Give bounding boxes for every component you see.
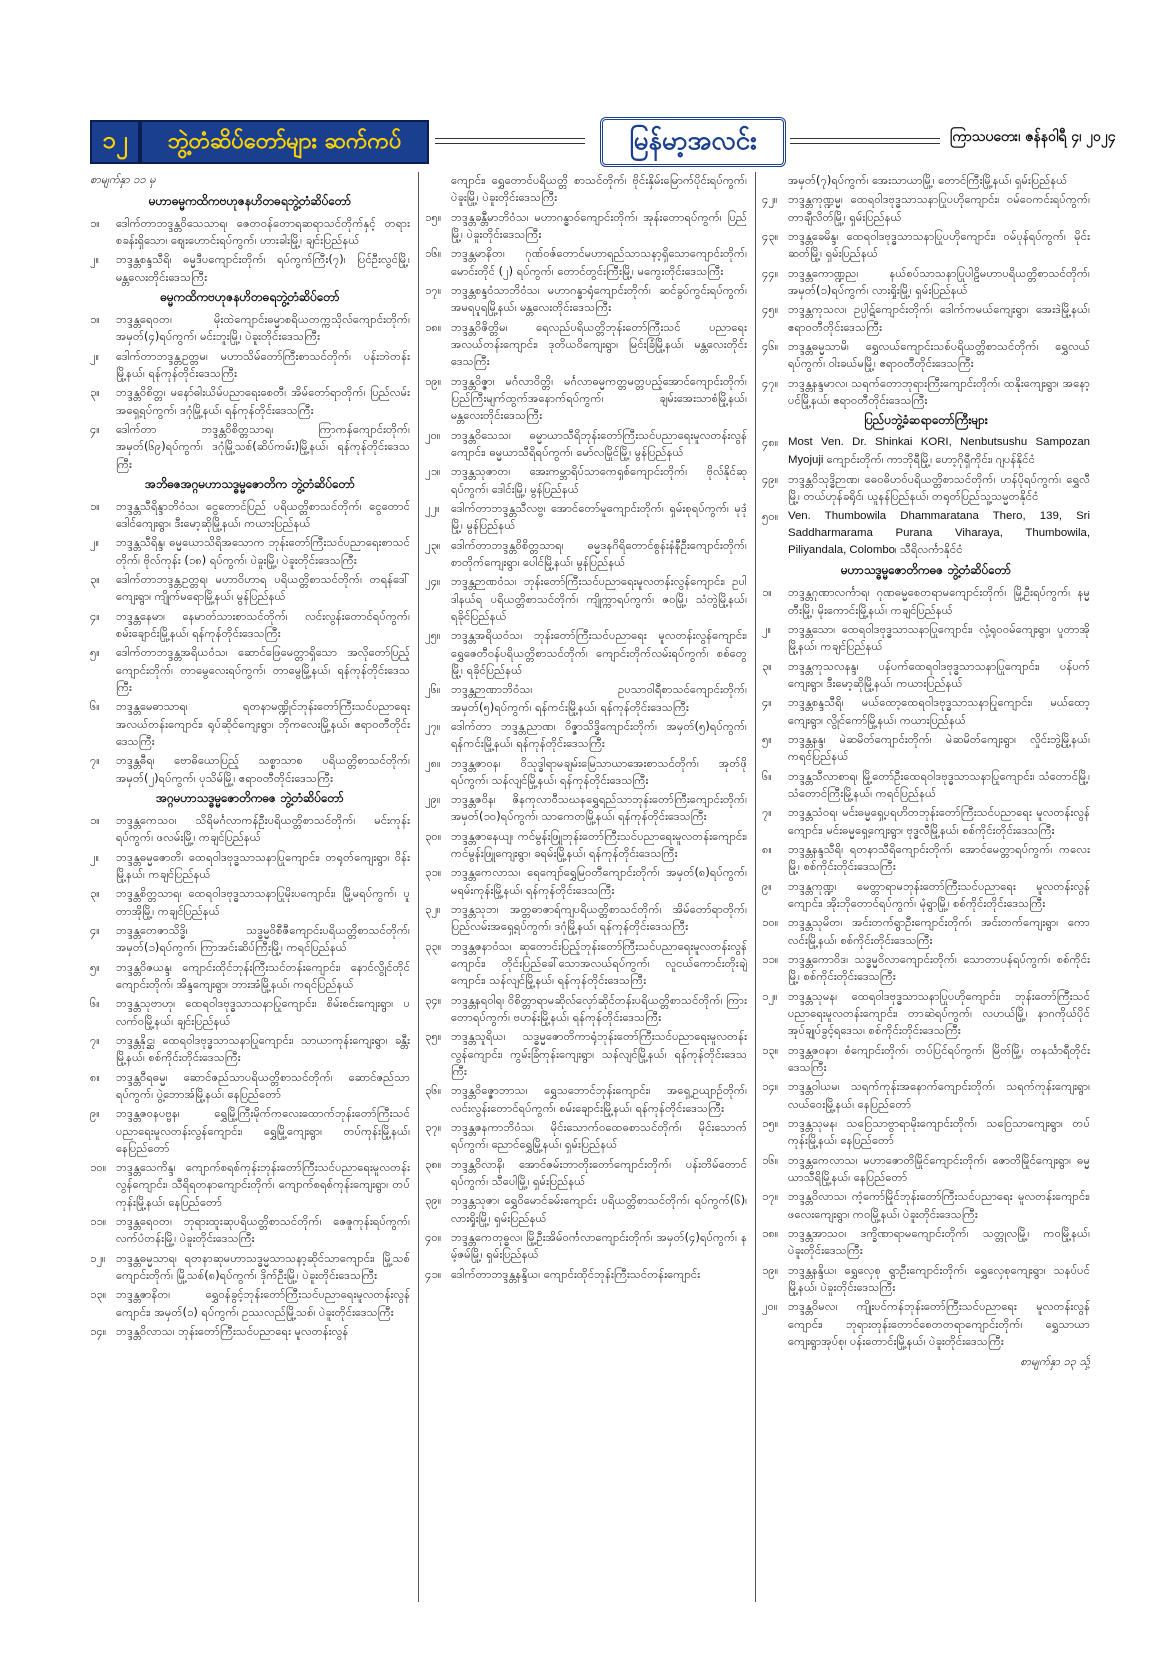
entry-text: ဒေါက်တာဘဒ္ဒန္တဥတ္တရ၊ မဟာဝိဟာရ ပရိယတ္တိစာသင်တိုက်၊ တရန်ဒေါ်ကျေးရွာ၊ ကျိုက်မရောမြို့နယ်၊ မွန်ပြည်နယ် — [116, 572, 410, 604]
list-item — [762, 1298, 1090, 1350]
award-list — [90, 311, 410, 473]
entry-number: ၄။ — [90, 922, 100, 937]
list-item — [762, 621, 1090, 656]
list-item — [425, 1229, 747, 1264]
entry-number: ၅။ — [90, 645, 100, 660]
entry-text: ဘဒ္ဒန္တသီရိန္ဒ၊ ဓမ္မယောသိရိအသောက ဘုန်းတော်ကြီးသင်ပညာရေးစာသင်တိုက်၊ ဗိုလ်ကုန်း (၁၈) ရပ်ကွက်၊ ပဲခူးမြို့၊ ပဲခူးတိုင်းဒေသကြီး — [116, 535, 410, 567]
list-item — [90, 1213, 410, 1248]
entry-number: ၄၆။ — [762, 338, 779, 353]
continued-on-note: စာမျက်နှာ ၁၃ သို့ — [1020, 1355, 1090, 1369]
entry-number: ၁၂။ — [762, 988, 778, 1003]
entry-text: ဘဒ္ဒန္တဝိသေသ၊ ဓမ္မာယာသီရိဘုန်းတော်ကြီးသင်ပညာရေးမူလတန်းလွန်ကျောင်း၊ ဓမ္မယာသီရိရပ်ကွက်၊ မော်လမြိုင်မြို့၊ မွန်ပြည်နယ် — [451, 427, 747, 459]
entry-number: ၂။ — [90, 849, 100, 864]
list-item — [762, 1188, 1090, 1223]
list-item — [90, 1286, 410, 1321]
entry-text: ဘဒ္ဒန္တဝိလာသ၊ ကံ့ကော်မြိုင်ဘုန်းတော်ကြီးသင်ပညာရေး မူလတန်းကျောင်း၊ ဖလေးကျေးရွာ၊ ကဝမြို့နယ်၊ ပဲခူးတိုင်းဒေသကြီး — [788, 1189, 1090, 1221]
entry-number: ၄။ — [90, 608, 100, 623]
entry-text: ဘဒ္ဒန္တသုဇာတ၊ အေးကမ္ဘာရိပ်သာကေရှစ်ကျောင်းတိုက်၊ ဗိုလ်နိုင်ဆုရပ်ကွက်၊ ဒေါင်းမြို့၊ မွန်ပြည်နယ် — [451, 464, 747, 496]
list-item — [762, 584, 1090, 619]
award-list — [90, 812, 410, 1341]
entry-text: ဘဒ္ဒန္တကုဏ္ဍ၊ မေတ္တာရာမဘုန်းတော်ကြီးသင်ပညာရေး မူလတန်းလွန်ကျောင်း၊ အိုးဘိုတောင်ရပ်ကွက်၊ မုံရွာမြို့၊ စစ်ကိုင်းတိုင်းဒေသကြီး — [788, 878, 1090, 910]
award-list — [90, 215, 410, 286]
entry-text: ဘဒ္ဒန္တဇဝနာ၊ စံကျောင်းတိုက်၊ တပ်ပြင်ရပ်ကွက်၊ မြိတ်မြို့၊ တနင်္သာရီတိုင်းဒေသကြီး — [788, 1042, 1090, 1074]
entry-number: ၃။ — [90, 572, 100, 587]
entry-text: ဘဒ္ဒန္တသေကိန္ဒ၊ ကျောက်စရစ်ကုန်းဘုန်းတော်ကြီးသင်ပညာရေးမူလတန်းလွန်ကျောင်း၊ သီရိရတနာကျောင်းတိုက်၊ ကျောက်စရစ်ကုန်းကျေးရွာ၊ တပ်ကုန်းမြို့နယ်၊ နေပြည်တော် — [116, 1160, 410, 1209]
entry-text: ဘဒ္ဒန္တသီရိန္ဒာဘိဝံသ၊ ငွေတောင်ပြည် ပရိယတ္တိစာသင်တိုက်၊ ငွေတောင်ဒေါင်ကျေးရွာ၊ ဒီးမော့ဆိုမြို့နယ်၊ ကယားပြည်နယ် — [116, 498, 410, 531]
entry-number: ၂။ — [90, 348, 100, 363]
list-item — [425, 282, 747, 317]
list-item — [90, 644, 410, 696]
award-heading: မဟာဓမ္မကထိကဗဟုဇနဟိတဓရဘွဲ့တံဆိပ်တော် — [148, 193, 352, 208]
article-columns — [90, 172, 1090, 1602]
entry-text: ဘဒ္ဒန္တနန္ဒိယ၊ ရွှေလှေစု ရွာဦးကျောင်းတိုက်၊ ရွှေလှေစုကျေးရွာ၊ သနပ်ပင်မြို့နယ်၊ ပဲခူးတိုင်းဒေသကြီး — [788, 1262, 1090, 1294]
entry-number: ၁။ — [90, 311, 100, 326]
entry-number: ၁၈။ — [762, 1225, 779, 1240]
entry-number: ၃၉။ — [425, 1193, 442, 1208]
entry-number: ၅။ — [90, 959, 100, 974]
list-item — [90, 608, 410, 643]
entry-number: ၆။ — [762, 768, 772, 783]
entry-text: ဘဒ္ဒန္တနန္ဒမာလ၊ သရက်တောဘုရားကြီးကျောင်းတိုက်၊ ထနိုးကျေးရွာ၊ အနော့ပင်မြို့နယ်၊ ဧရာဝတီတိုင်းဒေသကြီး — [788, 375, 1090, 407]
entry-number: ၂၆။ — [425, 682, 441, 697]
entry-text: ဘဒ္ဒန္တဇနာဝံသ၊ ဆုတောင်းပြည့်ဘုန်းတော်ကြီးသင်ပညာရေးမူလတန်းလွန်ကျောင်း၊ တိုင်းပြည်ခေါ်သောအလယ်ရပ်ကွက်၊ လူငယ်ကောင်းတိုးချဲ့ကျောင်း၊ သန်လျင်မြို့နယ်၊ ရန်ကုန်တိုင်းဒေသကြီး — [451, 938, 747, 988]
entry-number — [425, 172, 451, 207]
entry-text: ဘဒ္ဒန္တနန္ဒ၊ မဲဆမိတ်ကျောင်းတိုက်၊ မဲဆမိတ်ကျေးရွာ၊ လှိုင်းဘွဲ့မြို့နယ်၊ ကရင်ပြည်နယ် — [788, 732, 1090, 764]
entry-number: ၂၄။ — [425, 574, 441, 589]
entry-number: ၆။ — [90, 699, 100, 714]
list-item — [425, 245, 747, 280]
page-number: ၁၂ — [90, 120, 140, 164]
entry-text: ဘဒ္ဒန္တဓမ္မသာရ၊ ရတနာဆုမဟာသဒ္ဓမ္မသာသနာ့ဆိုင်သာကျောင်း၊ မြို့သစ်ကျောင်းတိုက်၊ မြို့သစ်(၈)ရပ်ကွက်၊ ဒိုက်ဦးမြို့၊ ပဲခူးတိုင်းဒေသကြီး — [116, 1250, 410, 1283]
entry-text: ဘဒ္ဒန္တအရိယဝံသ၊ ဘုန်းတော်ကြီးသင်ပညာရေး မူလတန်းလွန်ကျောင်း၊ ရွှေဇေတီဝန်ပရိယတ္တိစာသင်တိုက်၊ ကျောင်းတိုက်လမ်းရပ်ကွက်၊ စစ်တွေမြို့၊ ရခိုင်ပြည်နယ် — [451, 628, 747, 677]
entry-number: ၄၃။ — [762, 228, 779, 243]
entry-text: ဘဒ္ဒန္တဝိလာသ၊ ဘုန်းတော်ကြီးသင်ပညာရေး မူလတန်းလွန် — [116, 1324, 349, 1339]
entry-text: ဘဒ္ဒန္တဓမ္မဇောတိ၊ ထေရဝါဒဗုဒ္ဓသာသနာပြုကျောင်း၊ တရုတ်ကျေးရွာ၊ ဝိန်းမြို့နယ်၊ ကချင်ပြည်နယ် — [116, 849, 410, 881]
award-heading: ပြည်ပဘွဲ့ခံဆရာတော်ကြီးများ — [864, 413, 988, 428]
list-item — [90, 215, 410, 250]
entry-number: ၃၁။ — [425, 865, 442, 880]
award-heading: အဂ္ဂမဟာသဒ္ဓမ္မဇောတိကဓဇ ဘွဲ့တံဆိပ်တော် — [156, 791, 344, 805]
list-item — [425, 427, 747, 462]
list-item — [425, 992, 747, 1027]
newspaper-name: မြန်မာ့အလင်း — [600, 117, 786, 167]
entry-text: ဘဒ္ဒန္တသုမိတ၊ အင်းတက်ရွာဦးကျောင်းတိုက်၊ အင်းတက်ကျေးရွာ၊ ကောလင်းမြို့နယ်၊ စစ်ကိုင်းတိုင်းဒေသကြီး — [788, 915, 1090, 947]
list-item — [425, 1266, 747, 1283]
award-heading: ဓမ္မကထိကဗဟုဇနဟိတဓရဘွဲ့တံဆိပ်တော် — [160, 289, 340, 304]
award-list — [762, 584, 1090, 1350]
entry-number: ၄၁။ — [425, 1266, 442, 1281]
entry-text: ဘဒ္ဒန္တသီလာစာရ၊ မြို့တော်ဦးထေရဝါဒဗုဒ္ဓသာသနာပြုကျောင်း၊ သံတောင်မြို့၊ သံတောင်ကြီးမြို့နယ်၊ ကရင်ပြည်နယ် — [788, 768, 1090, 801]
entry-text: ဘဒ္ဒန္တဇာနိတ၊ ရွှေဝန်ခွင့်ဘုန်းတော်ကြီးသင်ပညာရေးမူလတန်းလွန်ကျောင်း၊ အမှတ်(၁) ရပ်ကွက်၊ ဥဿလည်မြို့သစ်၊ ပဲခူးတိုင်းဒေသကြီး — [116, 1287, 410, 1319]
entry-number: ၄၉။ — [762, 471, 779, 486]
entry-number: ၁၅။ — [762, 1115, 779, 1130]
entry-number: ၂၃။ — [425, 537, 441, 552]
entry-text: ဘဒ္ဒန္တစန္ဒသီရိ၊ မယ်ထော့ထေရဝါဒဗုဒ္ဓသာသနာပြုကျောင်း၊ မယ်ထော့ကျေးရွာ၊ လွိုင်ကော်မြို့နယ်၊ ကယားပြည်နယ် — [788, 695, 1090, 727]
entry-text: ဘဒ္ဒန္တဝိဇ္ဇောဘာသ၊ ရွှေသဘောင်ဘုန်းကျောင်း၊ အရှေ့ဥယျာဉ်တိုက်၊ လင်းလွန်းတောင်ရပ်ကွက်၊ စမ်းချောင်းမြို့နယ်၊ ရန်ကုန်တိုင်းဒေသကြီး — [451, 1083, 747, 1115]
entry-text: ဒေါက်တာဘဒ္ဒန္တဝိစိတ္တသာရ၊ ဓမ္မဒနဂိရိတောင်စွန်းနံနီဦးကျောင်းတိုက်၊ စာတိုက်ကျေးရွာ၊ ပေါင်မြို့နယ်၊ မွန်ပြည်နယ် — [451, 537, 747, 569]
column-2 — [425, 172, 747, 1602]
entry-number: ၁၉။ — [762, 1262, 779, 1277]
entry-number: ၃၅။ — [425, 1029, 442, 1044]
list-item — [425, 463, 747, 498]
list-item — [762, 375, 1090, 410]
list-item — [90, 698, 410, 750]
entry-text: ဘဒ္ဒန္တဉာဏာဘိဝံသ၊ ဥပသာဝါရီစာသင်ကျောင်းတိုက်၊ အမှတ်(၅)ရပ်ကွက်၊ ရန်ကင်းမြို့နယ်၊ ရန်ကုန်တိုင်းဒေသကြီး — [451, 682, 747, 714]
entry-number: ၇။ — [90, 1032, 100, 1047]
list-item — [762, 338, 1090, 373]
list-item — [90, 922, 410, 957]
entry-number: ၃။ — [762, 658, 772, 673]
list-item — [90, 1250, 410, 1285]
list-item — [762, 658, 1090, 693]
entry-number: ၄။ — [90, 421, 100, 436]
entry-text: ဘဒ္ဒန္တကေတုဓ္ဓလ၊ မြို့ဦးအိမ်ဝင်္ကလာကျောင်းတိုက်၊ အမှတ်(၄)ရပ်ကွက်၊ နမ့်ဇမ်မြို့၊ ရှမ်းပြည်နယ် — [451, 1230, 747, 1262]
entry-text: ဘဒ္ဒန္တဉာဏဝံသ၊ ဘုန်းတော်ကြီးသင်ပညာရေးမူလတန်းလွန်ကျောင်း၊ ဥပါဒါနယ်ရ ပရိယတ္တိစာသင်တိုက်၊ ကျိုက္ကာရပ်ကွက်၊ ဇဝမြို့၊ သံတွဲမြို့နယ်၊ ရခိုင်ပြည်နယ် — [451, 574, 747, 623]
entry-text: ဘဒ္ဒန္တဂုဏာလင်္ကာရ၊ ဂုဏဓမ္မစေတရာမကျောင်းတိုက်၊ မြို့ဦးရပ်ကွက်၊ နမ္မတီးမြို့၊ မိုးကောင်းမြို့နယ်၊ ကချင်ပြည်နယ် — [788, 585, 1090, 617]
list-item — [425, 864, 747, 899]
entry-text: ဒေါက်တာဘဒ္ဒန္တဝိသေသာရ၊ ဇေတဝန်တောရဆရာသင်တိုက်နှင့် တရားစခန်းရှိသော၊ ဈေးဟောင်းရပ်ကွက်၊ ဟားခါးမြို့၊ ချင်းပြည်နယ် — [116, 215, 410, 247]
list-item — [425, 1119, 747, 1154]
entry-number: ၁၉။ — [425, 373, 442, 388]
list-item — [90, 384, 410, 419]
list-item — [90, 1105, 410, 1157]
list-item — [762, 1152, 1090, 1187]
entry-text: ဘဒ္ဒန္တခန္တီမာဘိဝံသ၊ မဟာဂန္ဓာဝ်ကျောင်းတိုက်၊ အုန်းတောရပ်ကွက်၊ ပြည်မြို့၊ ပဲခူးတိုင်းဒေသကြီး — [451, 209, 747, 241]
entry-text: ဒေါက်တာ ဘဒ္ဒန္တဝိစိတ္တသာရ၊ ကြာကန်ကျောင်းတိုက်၊ အမှတ်(၆၉)ရပ်ကွက်၊ ဒဂုံမြို့သစ်(ဆိပ်ကမ်း)မြို့နယ်၊ ရန်ကုန်တိုင်းဒေသကြီး — [116, 421, 410, 471]
column-1 — [90, 172, 410, 1602]
entry-number: ၇။ — [762, 805, 772, 820]
list-item — [425, 755, 747, 790]
continued-from-note: စာမျက်နှာ ၁၁ မှ — [90, 173, 156, 186]
list-item — [90, 885, 410, 920]
list-item — [425, 901, 747, 936]
entry-text: ဘဒ္ဒန္တရေဝတ၊ ဘုရားထူးဆုပရိယတ္တိစာသင်တိုက်၊ ဇေဇူကုန်းရပ်ကွက်၊ လက်ပံတန်းမြို့၊ ပဲခူးတိုင်းဒေသကြီး — [116, 1214, 410, 1246]
entry-text: ဘဒ္ဒန္တဓီရ၊ ဗောဓိယောပြည့် သစ္စာသာစ ပရိယတ္တိစာသင်တိုက်၊ အမှတ်(၂)ရပ်ကွက်၊ ပုသိမ်မြို့၊ ဧရာဝတီတိုင်းဒေသကြီး — [116, 753, 410, 785]
entry-text: ဘဒ္ဒန္တကုသလနန္ဒ၊ ပန်ပက်ထေရဝါဒဗုဒ္ဓသာသနာပြုကျောင်း၊ ပန်ပက်ကျေးရွာ၊ ဒီးမော့ဆိုမြို့နယ်၊ ကယားပြည်နယ် — [788, 658, 1090, 691]
entry-text: ဘဒ္ဒန္တနေမာ၊ နေမာတ်သားစာသင်တိုက်၊ လင်းလွန်းတောင်ရပ်ကွက်၊ စမ်းချောင်းမြို့နယ်၊ ရန်ကုန်တိုင်းဒေသကြီး — [116, 608, 410, 641]
entry-number: ၂၁။ — [425, 464, 441, 479]
entry-number: ၁။ — [90, 812, 100, 827]
list-item — [425, 791, 747, 826]
entry-number: ၄၅။ — [762, 302, 779, 317]
list-item — [90, 1032, 410, 1067]
list-item — [425, 681, 747, 716]
entry-text: ဘဒ္ဒန္တသူရိယ၊ သဒ္ဓမ္မဇောတိကာရုံဘုန်းတော်ကြီးသင်ပညာရေးမူလတန်းလွန်ကျောင်း၊ ကွမ်းခြံကုန်းကျေးရွာ၊ သန်လျင်မြို့နယ်၊ ရန်ကုန်တိုင်းဒေသကြီး — [451, 1029, 747, 1079]
list-item — [90, 534, 410, 569]
entry-number: ၁၈။ — [425, 319, 442, 334]
entry-text: ဘဒ္ဒန္တကေလာသ၊ မဟာဇောတိမြိုင်ကျောင်းတိုက်၊ ဇောတိမြိုင်ကျေးရွာ၊ ဓမ္မယာသီရိမြို့နယ်၊ နေပြည်တော် — [788, 1152, 1090, 1184]
entry-text: ဘဒ္ဒန္တကုဏ္ဍမ္မ၊ ထေရဝါဒဗုဒ္ဓသာသနာပြုပဟိုကျောင်း၊ ဝမ်ဝေကင်းရပ်ကွက်၊ တာချီလိတ်မြို့၊ ရှမ်းပြည်နယ် — [788, 192, 1090, 224]
list-item — [762, 471, 1090, 506]
list-item — [90, 1323, 410, 1340]
list-item — [90, 812, 410, 847]
entry-number — [762, 172, 788, 189]
list-item — [90, 251, 410, 286]
entry-text: ဘဒ္ဒန္တကောဏ္ဍည၊ နယ်စပ်သာသနာပြုပါဠိမဟာပရိယတ္တိစာသင်တိုက်၊ အမှတ်(၁)ရပ်ကွက်၊ လားရှိုးမြို့၊ ရှမ်းပြည်နယ် — [788, 265, 1090, 297]
list-item — [762, 804, 1090, 839]
list-item — [90, 959, 410, 994]
entry-number: ၃၈။ — [425, 1156, 442, 1171]
entry-text: ဘဒ္ဒန္တဝိသုဒ္ဓိဉာဏ၊ ဓေဝဓိဟဝ်ပရိယတ္တိစာသင်တိုက်၊ ဟန်ပိုရပ်ကွက်၊ ရွှေလီမြို့၊ တယ်ဟုန်ခရိုင်၊ ယူနန်ပြည်နယ်၊ တရုတ်ပြည်သူ့သမ္မတနိုင်ငံ — [788, 471, 1090, 504]
entry-text: ဘဒ္ဒန္တကေသဝ၊ သိရိမင်္ဂလာကန်ဦးပရိယတ္တိစာသင်တိုက်၊ မင်းကုန်းရပ်ကွက်၊ ဖလမ်းမြို့၊ ကချင်ပြည်နယ် — [116, 812, 410, 845]
list-item — [762, 191, 1090, 226]
list-item — [762, 301, 1090, 336]
list-item — [762, 731, 1090, 766]
list-item — [425, 1082, 747, 1117]
entry-number: ၅၀။ — [762, 508, 779, 523]
entry-number: ၁။ — [90, 498, 100, 513]
entry-number: ၄၄။ — [762, 265, 779, 280]
entry-number: ၄၇။ — [762, 375, 779, 390]
entry-number: ၄၀။ — [425, 1230, 442, 1245]
entry-text: ဘဒ္ဒန္တဝီရဓမ္မ၊ ဆောင်ဇည်သာပရိယတ္တိစာသင်တိုက်၊ ဆောင်ဇည်သာရပ်ကွက်၊ ပွဲ့ဘောအ်မြို့နယ်၊ နေပြည်တော် — [116, 1069, 410, 1101]
entry-text: ဒေါက်တာဘဒ္ဒန္တနန္ဒိယ၊ ကျောင်းထိုင်ဘုန်းကြီးသင်တန်းကျောင်း — [451, 1266, 701, 1281]
entry-number: ၂၂။ — [425, 500, 440, 515]
entry-text: ဘဒ္ဒန္တခေမိန္ဒ၊ ထေရဝါဒဗုဒ္ဓသာသနာပြုပဟိုကျောင်း၊ ဝမ်ပုန်ရပ်ကွက်၊ မိုင်းဆတ်မြို့၊ ရှမ်းပြည်နယ် — [788, 228, 1090, 261]
list-item — [762, 508, 1090, 560]
entry-text: ဘဒ္ဒန္တစန္ဒဝံသာဘိဝံသ၊ မဟာဂန္ဓာရုံကျောင်းတိုက်၊ ဆင်ခွပ်ကွင်းရပ်ကွက်၊ အမရပူရမြို့နယ်၊ မန္တလေးတိုင်းဒေသကြီး — [451, 282, 747, 315]
entry-number: ၃၂။ — [425, 902, 441, 917]
entry-text: ဘဒ္ဒန္တကေလာသ၊ ရေကျော်ရွှေမြဝတီကျောင်းတိုက်၊ အမှတ်(၈)ရပ်ကွက်၊ မရမ်းကုန်းမြို့နယ်၊ ရန်ကုန်တိုင်းဒေသကြီး — [451, 865, 747, 897]
list-item — [425, 573, 747, 625]
column-3 — [762, 172, 1090, 1602]
award-heading: အဘိဓဇအဂ္ဂမဟာသဒ္ဓမ္မဇောတိက ဘွဲ့တံဆိပ်တော် — [145, 476, 355, 491]
list-item — [90, 348, 410, 383]
entry-number: ၈။ — [762, 842, 772, 856]
entry-number: ၄၈။ — [762, 435, 779, 450]
entry-text: ဘဒ္ဒန္တဝိဇ္ဇာ၊ မင်္ဂလာဝိတ္တိ၊ မင်္ဂလာဓမ္မကတ္တမတ္တပည့်အောင်ကျောင်းတိုက်၊ ပြည်ကြီးမျက်ထွက်အနောက်ရပ်ကွက်၊ ချမ်းအေးသာစံမြို့နယ်၊ မန္တလေးတိုင်းဒေသကြီး — [451, 373, 747, 423]
list-item — [90, 849, 410, 884]
award-heading: မဟာသဒ္ဓမ္မဇောတိကဓဇ ဘွဲ့တံဆိပ်တော် — [840, 563, 1012, 578]
entry-number: ၁။ — [762, 585, 772, 600]
entry-number: ၂၀။ — [425, 427, 441, 442]
entry-number: ၁၂။ — [90, 1250, 106, 1265]
list-item — [425, 1192, 747, 1227]
entry-number: ၁၄။ — [762, 1079, 779, 1094]
entry-text: ဘဒ္ဒန္တဝါယမ၊ သရက်ကုန်းအနောက်ကျောင်းတိုက်၊ သရက်ကုန်းကျေးရွာ၊ လယ်ဝေးမြို့နယ်၊ နေပြည်တော် — [788, 1079, 1090, 1111]
entry-text: ဘဒ္ဒန္တဝိစိတ္တ၊ မနော်ဓါးယိမ်ပညာရေးစေတီ၊ အိမ်တော်ရာတိုက်၊ ပြည်လမ်းအရှေ့ရပ်ကွက်၊ ဒဂုံမြို့နယ်၊ ရန်ကုန်တိုင်းဒေသကြီး — [116, 385, 410, 417]
entry-number: ၂၀။ — [762, 1299, 778, 1314]
entry-number: ၄။ — [762, 695, 772, 710]
entry-text: Most Ven. Dr. Shinkai KORI, Nenbutsushu Sampozan Myojuji ကျောင်းတိုက်၊ ကာဘိုရီမြို့၊ ဟော့ဂိုရှီကိုင်း၊ ဂျပန်နိုင်ငံ — [788, 436, 1090, 466]
entry-text: ဘဒ္ဒန္တဝိဇယန္ဒ၊ ကျောင်းထိုင်ဘုန်းကြီးသင်တန်းကျောင်း၊ နောင်လွိုင်တိုင်ကျောင်းတိုက်၊ အိန္ဒကျေးရွာ၊ ဘားအံမြို့နယ်၊ ကရင်ပြည်နယ် — [116, 959, 410, 991]
list-item — [425, 1028, 747, 1080]
list-item — [90, 995, 410, 1030]
column-divider — [755, 172, 756, 1602]
entry-number: ၄၂။ — [762, 192, 778, 207]
award-list — [425, 172, 747, 1283]
entry-number: ၈။ — [90, 1069, 100, 1084]
entry-number: ၁၁။ — [90, 1214, 107, 1229]
list-item — [762, 1225, 1090, 1260]
entry-text: ဒေါက်တာ ဘဒ္ဒန္တညာဏ၊ ဝိဇ္ဇာသိဒ္ဓိကျောင်းတိုက်၊ အမှတ်(၅)ရပ်ကွက်၊ ရန်ကင်းမြို့နယ်၊ ရန်ကုန်တိုင်းဒေသကြီး — [451, 718, 747, 751]
entry-text: Ven. Thumbowila Dhammaratana Thero, 139, Sri Saddharmarama Purana Viharaya, Thumbowila, Piliyandala, Colombo၊ သီရိလင်္ကာနိုင်ငံ — [788, 509, 1090, 557]
list-item — [425, 319, 747, 371]
entry-text: ဘဒ္ဒန္တနရဝါရ၊ ဝိစိတ္တာရာမဆိုလ်လှော်ဆိုင်တန်းပရိယတ္တိစာသင်တိုက်၊ ကြားတောရပ်ကွက်၊ ဗဟန်းမြို့နယ်၊ ရန်ကုန်တိုင်းဒေသကြီး — [451, 992, 747, 1025]
entry-text: ဘဒ္ဒန္တသုမန၊ ထေရဝါဒဗုဒ္ဓသာသနာပြုပဟိုကျောင်း၊ ဘုန်းတော်ကြီးသင်ပညာရေးမူလတန်းကျောင်း၊ တာဆဲရပ်ကွက်၊ လဟယ်မြို့၊ နာဂကိုယ်ပိုင်အုပ်ချုပ်ခွင့်ရဒေသ၊ စစ်ကိုင်းတိုင်းဒေသကြီး — [788, 988, 1090, 1038]
entry-text: ဘဒ္ဒန္တဇဝနပဗ္ဗန၊ ရွှေမြို့ကြီးမိုက်ကလေးထောက်ဘုန်းတော်ကြီးသင်ပညာရေးမူလတန်းလွန်ကျောင်း၊ ရွှေမြို့ကျေးရွာ၊ တပ်ကုန်းမြို့နယ်၊ နေပြည်တော် — [116, 1106, 410, 1155]
entry-number: ၁၇။ — [425, 282, 442, 297]
entry-text: ဘဒ္ဒန္တနိုင္ဆ၊ ထေရဝါဒဗုဒ္ဓသာသနာပြုကျောင်း၊ သာယာကုန်းကျေးရွာ၊ ခန္တီးမြို့နယ်၊ စစ်ကိုင်းတိုင်းဒေသကြီး — [116, 1032, 410, 1065]
list-item — [762, 878, 1090, 913]
list-item — [90, 1159, 410, 1211]
entry-number: ၁၃။ — [762, 1042, 779, 1057]
entry-number: ၂။ — [90, 252, 100, 267]
issue-date: ကြာသပတေး၊ ဇန်နဝါရီ ၄၊ ၂၀၂၄ — [950, 129, 1116, 145]
list-item — [762, 841, 1090, 876]
entry-text: ဘဒ္ဒန္တစိတ္တသာရ၊ ထေရဝါဒဗုဒ္ဓသာသနာပြုမိုးပကျောင်း၊ မြို့မရပ်ကွက်၊ ပူတာအိုမြို့၊ ကချင်ပြည်နယ် — [116, 886, 410, 918]
entry-text: ဘဒ္ဒန္တသုဇာ၊ ရွှေဝိမောင်ခမ်းကျောင်း ပရိယတ္တိစာသင်တိုက်၊ ရပ်ကွက်(၆)၊ လားရှိုးမြို့၊ ရှမ်းပြည်နယ် — [451, 1193, 747, 1225]
entry-text: ဘဒ္ဒန္တဇာဝန၊ ဝိသုဒ္ဓါရာမချမ်းမြေသာယာအေးစာသင်တိုက်၊ အုတ်ဖိုရပ်ကွက်၊ သန်လျင်မြို့နယ်၊ ရန်ကုန်တိုင်းဒေသကြီး — [451, 755, 747, 787]
entry-number: ၃၃။ — [425, 938, 442, 953]
page-header — [90, 115, 1116, 165]
section-title: ဘွဲ့တံဆိပ်တော်များ ဆက်ကပ် — [140, 120, 429, 164]
entry-text: ဘဒ္ဒန္တမာနိတ၊ ဂုဏ်ဝဇ်တောင်မဟာရည်သာသနာ့ရှိသောကျောင်းတိုက်၊ မောင်းတိုင် (၂) ရပ်ကွက်၊ တောင်တွင်းကြီးမြို့၊ မကွေးတိုင်းဒေသကြီး — [451, 246, 747, 278]
list-item — [762, 434, 1090, 469]
list-item — [762, 988, 1090, 1040]
list-item — [762, 1262, 1090, 1297]
entry-text: ဒေါက်တာဘဒ္ဒန္တဥတ္တမ၊ မဟာသိမ်တော်ကြီးစာသင်တိုက်၊ ပန်းဘဲတန်းမြို့နယ်၊ ရန်ကုန်တိုင်းဒေသကြီး — [116, 348, 410, 380]
list-item — [90, 571, 410, 606]
entry-number: ၁၀။ — [90, 1160, 107, 1175]
list-item — [762, 265, 1090, 300]
entry-text: ဘဒ္ဒန္တဝိလာနိ၊ အောင်ဇမ်းဘာတိုးတော်ကျောင်းတိုက်၊ ပန်းတိမ်တောင်ရပ်ကွက်၊ သီပေါမြို့၊ ရှမ်းပြည်နယ် — [451, 1156, 747, 1189]
list-item — [425, 1156, 747, 1191]
entry-number: ၃၄။ — [425, 992, 442, 1007]
entry-text: ဘဒ္ဒန္တဓမ္မသာမိ၊ ရွှေလယ်ကျောင်းသစ်ပရိယတ္တိစာသင်တိုက်၊ ရွှေလယ်ရပ်ကွက်၊ ဝါးခယ်မမြို့၊ ဧရာဝတီတိုင်းဒေသကြီး — [788, 338, 1090, 371]
entry-text: ဘဒ္ဒန္တစန္ဒသီရိ၊ ဓမ္မဒီပကျောင်းတိုက်၊ ရပ်ကွက်ကြီး(၇)၊ ပြင်ဦးလွင်မြို့၊ မန္တလေးတိုင်းဒေသကြီး — [116, 252, 410, 284]
entry-text: ဘဒ္ဒန္တဝိဇိတ္တိမ၊ ရေလည်ပရိယတ္တိဘုန်းတော်ကြီးသင် ပညာရေးအလယ်တန်းကျောင်း၊ ဒုတိယဝိကျေးရွာ၊ မြင်းခြံမြို့နယ်၊ မန္တလေးတိုင်းဒေသကြီး — [451, 319, 747, 369]
entry-number: ၉။ — [762, 878, 772, 893]
entry-number: ၃၆။ — [425, 1083, 442, 1098]
list-item — [425, 500, 747, 535]
entry-number: ၁၁။ — [762, 951, 779, 966]
entry-number: ၉။ — [90, 1106, 100, 1121]
list-item — [90, 752, 410, 787]
list-item — [425, 373, 747, 425]
entry-number: ၁၄။ — [90, 1324, 107, 1339]
list-item — [90, 498, 410, 533]
list-item — [425, 172, 747, 207]
entry-text: ဘဒ္ဒန္တကုသလ၊ ဥပ္ပါဋ်ကျောင်းတိုက်၊ ဒေါက်ကမယ်ကျေးရွာ၊ အေးဒဲမြို့နယ်၊ ဧရာဝတီတိုင်းဒေသကြီး — [788, 302, 1090, 334]
entry-text: ဘဒ္ဒန္တသော၊ ထေရဝါဒဗုဒ္ဓသာသနာပြုကျောင်း၊ လုံ့ရုဝဝမ်ကျေးရွာ၊ ပူတာအိုမြို့နယ်၊ ကချင်ပြည်နယ် — [788, 622, 1090, 654]
entry-number: ၂။ — [90, 535, 100, 550]
entry-text: ဘဒ္ဒန္တအာသဝ၊ ဒက္ခိဏာရာမကျောင်းတိုက်၊ သတ္တုလမြို့၊ ကဝမြို့နယ်၊ ပဲခူးတိုင်းဒေသကြီး — [788, 1225, 1090, 1258]
list-item — [425, 209, 747, 244]
entry-text: ဒေါက်တာဘဒ္ဒန္တအရိယဝံသ၊ ဆောင်ဖြေမေတ္တာရှိသော အလိုတော်ပြည့်ကျောင်းတိုက်၊ တာမွေလေးရပ်ကွက်၊ တာမွေမြို့နယ်၊ ရန်ကုန်တိုင်းဒေသကြီး — [116, 645, 410, 695]
entry-number: ၁၃။ — [90, 1287, 107, 1302]
list-item — [762, 914, 1090, 949]
list-item — [425, 828, 747, 863]
entry-number: ၁၀။ — [762, 915, 779, 930]
list-item — [762, 172, 1090, 189]
list-item — [90, 1069, 410, 1104]
entry-number: ၁၆။ — [762, 1152, 779, 1167]
entry-text: ဘဒ္ဒန္တနန္ဒသီရိ၊ ရတနာသီရိကျောင်းတိုက်၊ အောင်မေတ္တာရပ်ကွက်၊ ကလေးမြို့၊ စစ်ကိုင်းတိုင်းဒေသကြီး — [788, 842, 1090, 874]
list-item — [762, 1078, 1090, 1113]
list-item — [425, 718, 747, 753]
list-item — [762, 228, 1090, 263]
entry-number: ၁။ — [90, 215, 100, 230]
list-item — [90, 421, 410, 473]
award-list — [762, 172, 1090, 409]
list-item — [90, 311, 410, 346]
award-list — [90, 498, 410, 787]
entry-text: ဒေါက်တာဘဒ္ဒန္တသီလဗ္ဗ၊ အောင်တော်မူကျောင်းတိုက်၊ ရှမ်းစုရပ်ကွက်၊ မုဒုံမြို့၊ မွန်ပြည်နယ် — [451, 500, 747, 533]
column-divider — [418, 172, 419, 1602]
entry-number: ၁၆။ — [425, 246, 442, 261]
entry-text: အမှတ်(၇)ရပ်ကွက်၊ အေးသာယာမြို့၊ တောင်ကြီးမြို့နယ်၊ ရှမ်းပြည်နယ် — [788, 173, 1068, 187]
entry-text: ဘဒ္ဒန္တဇာနေယျ၊ ကင်မွန်းဖြူဘုန်းတော်ကြီးသင်ပညာရေးမူလတန်းကျောင်း၊ ကင်မွန်းဖြူကျေးရွာ၊ ခရမ်းမြို့နယ်၊ ရန်ကုန်တိုင်းဒေသကြီး — [451, 828, 747, 861]
list-item — [762, 951, 1090, 986]
entry-text: ဘဒ္ဒန္တဇဝိန၊ ဇိနကုလာဝီသဃနရွှေရည်သာဘုန်းတော်ကြီးကျောင်းတိုက်၊ အမှတ်(၁၀)ရပ်ကွက်၊ သာကေတမြို့နယ်၊ ရန်ကုန်တိုင်းဒေသကြီး — [451, 792, 747, 824]
entry-text: ဘဒ္ဒန္တရေဝတ၊ မိုးထဲကျောင်းဓမ္မာစရိယတက္ကသိုလ်ကျောင်းတိုက်၊ အမှတ်(၄)ရပ်ကွက်၊ မင်းဘူးမြို့၊ ပဲခူးတိုင်းဒေသကြီး — [116, 311, 410, 344]
entry-number: ၂။ — [762, 622, 772, 637]
entry-number: ၁၅။ — [425, 209, 442, 224]
entry-number: ၃။ — [90, 385, 100, 400]
entry-number: ၁၇။ — [762, 1189, 779, 1204]
entry-text: ဘဒ္ဒန္တဇနကာဘိဝံသ၊ မိုင်းသောက်ဝထေဓစာသင်တိုက်၊ မိုင်းသောက်ရပ်ကွက်၊ ညောင်ရွှေမြို့နယ်၊ ရှမ်းပြည်နယ် — [451, 1120, 747, 1152]
entry-number: ၃၀။ — [425, 828, 442, 843]
entry-number: ၇။ — [90, 753, 100, 768]
entry-number: ၃။ — [90, 886, 100, 901]
entry-text: ဘဒ္ဒန္တသံဝရ၊ မင်းဓမ္မရှေ့ပရဟိတဘုန်းတော်ကြီးသင်ပညာရေး မူလတန်းလွန်ကျောင်း၊ မင်းဓမ္မရှေ့ကျေးရွာ၊ ဗုဒ္ဓလီမြို့နယ်၊ စစ်ကိုင်းတိုင်းဒေသကြီး — [788, 805, 1090, 837]
entry-number: ၂၅။ — [425, 628, 441, 643]
entry-text: ဘဒ္ဒန္တသုဗာဟု၊ ထေရဝါဒဗုဒ္ဓသာသနာပြုကျောင်း၊ စိမ်းစင်းကျေးရွာ၊ ပလက်ဝမြို့နယ်၊ ချင်းပြည်နယ် — [116, 996, 410, 1028]
entry-number: ၃၇။ — [425, 1120, 442, 1135]
entry-text: ကျောင်း၊ ရွှေတောင်ပရိယတ္တိ စာသင်တိုက်၊ ဗိုင်းနှိမ်းမြောက်ပိုင်းရပ်ကွက်၊ ပဲခူးမြို့၊ ပဲခူးတိုင်းဒေသကြီး — [451, 173, 747, 205]
entry-number: ၂၉။ — [425, 792, 441, 807]
header-rule-left — [435, 138, 585, 144]
entry-text: ဘဒ္ဒန္တသုဘ၊ အတ္တဓာဇာရ်ကျပရိယတ္တိစာသင်တိုက်၊ အိမ်တော်ရာတိုက်၊ ပြည်လမ်းအရှေ့ရပ်ကွက်၊ ဒဂုံမြို့နယ်၊ ရန်ကုန်တိုင်းဒေသကြီး — [451, 902, 747, 934]
entry-number: ၆။ — [90, 996, 100, 1011]
entry-number: ၂၇။ — [425, 718, 441, 733]
header-rule-right — [790, 138, 940, 144]
list-item — [762, 768, 1090, 803]
list-item — [425, 938, 747, 990]
list-item — [762, 1042, 1090, 1077]
entry-text: ဘဒ္ဒန္တမေဓာသာရ၊ ရတနာမဏ္ဍိုင်ဘုန်းတော်ကြီးသင်ပညာရေးအလယ်တန်းကျောင်း၊ ရုပ်ဆိုင်ကျေးရွာ၊ ဘိုကလေးမြို့နယ်၊ ဧရာဝတီတိုင်းဒေသကြီး — [116, 699, 410, 749]
entry-number: ၅။ — [762, 732, 772, 747]
entry-text: ဘဒ္ဒန္တသုမန၊ သဝြေသာဗွာရာမိုးကျောင်းတိုက်၊ သဝြေသာကျေးရွာ၊ တပ်ကုန်းမြို့နယ်၊ နေပြည်တော် — [788, 1115, 1090, 1148]
list-item — [762, 1115, 1090, 1150]
list-item — [762, 694, 1090, 729]
list-item — [425, 627, 747, 679]
entry-number: ၂၈။ — [425, 755, 441, 770]
entry-text: ဘဒ္ဒန္တတေဇာသိဒ္ဓိ၊ သဒ္ဓမ္မဝိစီဇီကျောင်းပရိယတ္တိစာသင်တိုက်၊ အမှတ်(၁)ရပ်ကွက်၊ ကြာအင်းဆိပ်ကြီးမြို့၊ ကရင်ပြည်နယ် — [116, 922, 410, 955]
list-item — [425, 537, 747, 572]
entry-text: ဘဒ္ဒန္တကောဝိဒ၊ သဒ္ဓမ္မဝိလာကျောင်းတိုက်၊ သောတာပန်ရပ်ကွက်၊ စစ်ကိုင်းမြို့၊ စစ်ကိုင်းတိုင်းဒေသကြီး — [788, 951, 1090, 984]
entry-text: ဘဒ္ဒန္တဝိမလ၊ ကျိုးပင်ကန်ဘုန်းတော်ကြီးသင်ပညာရေး မူလတန်းလွန်ကျောင်း၊ ဘုရားတုန်းတောင်စေတတရာကျောင်းတိုက်၊ ရွှေသာယာကျေးရွာအုပ်စု၊ ပန်းတောင်းမြို့နယ်၊ ပဲခူးတိုင်းဒေသကြီး — [788, 1299, 1090, 1348]
